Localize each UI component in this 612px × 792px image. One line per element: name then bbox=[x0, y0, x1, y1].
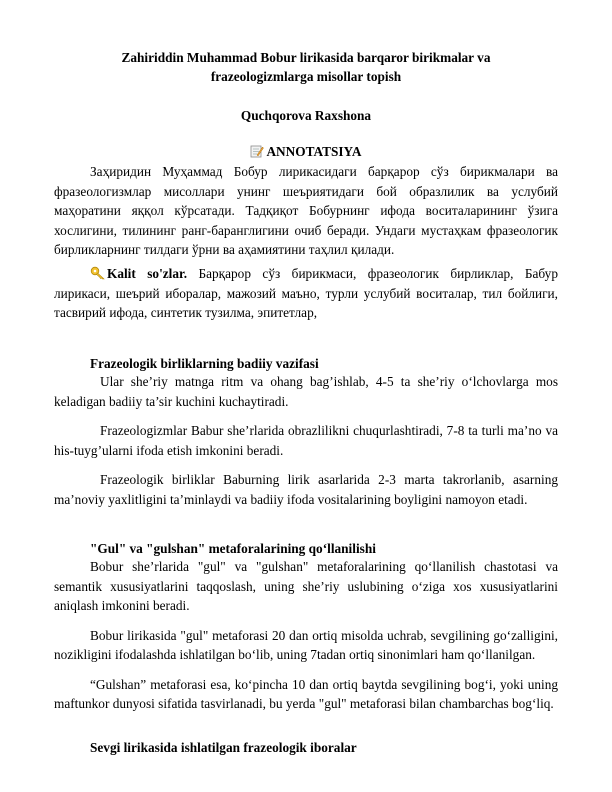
keywords-label: Kalit so'zlar. bbox=[107, 266, 188, 281]
key-icon bbox=[90, 266, 106, 280]
author-name: Quchqorova Raxshona bbox=[240, 108, 372, 123]
title-line-2: frazeologizmlarga misollar topish bbox=[210, 69, 402, 84]
section-2-paragraph-3: “Gulshan” metaforasi esa, ko‘pincha 10 dan ortiq baytda sevgilining bog‘i, yoki uning maftunkor dunyosi sifatida tasvirlanadi, bu yerda "gul" metaforasi bilan chambarchas bog‘liq. bbox=[54, 676, 558, 711]
section-2-paragraph-1: Bobur she’rlarida "gul" va "gulshan" metaforalarining qo‘llanilish chastotasi va semantik xususiyatlarini taqqoslash, uning she’riy uslubining o‘ziga xos xususiyatlarini aniqlash imkonini beradi. bbox=[54, 559, 558, 613]
annotation-heading bbox=[60, 144, 552, 160]
keywords-text: Барқарор сўз бирикмаси, фразеологик бирликлар, Бабур лирикаси, шеърий иборалар, мажозий маъно, турли услубий воситалар, тил бойлиги, тасвирий ифода, синтетик тузилма, эпитетлар, bbox=[54, 266, 558, 320]
annotation-heading-text: ANNOTATSIYA bbox=[266, 144, 362, 159]
section-1-paragraph-2: Frazeologizmlar Babur she’rlarida obrazlilikni chuqurlashtiradi, 7-8 ta turli ma’no va his-tuyg’ularni ifoda etish imkonini beradi. bbox=[54, 423, 558, 458]
section-heading-1: Frazeologik birliklarning badiiy vazifasi bbox=[90, 356, 319, 371]
paper-title bbox=[60, 48, 552, 86]
title-line-1: Zahiriddin Muhammad Bobur lirikasida barqaror birikmalar va bbox=[121, 50, 491, 65]
section-1-body bbox=[54, 372, 558, 509]
memo-icon bbox=[250, 144, 264, 158]
keywords-block bbox=[54, 264, 558, 323]
annotation-body bbox=[54, 162, 558, 260]
section-2-body bbox=[54, 557, 558, 714]
section-1-paragraph-1: Ular she’riy matnga ritm va ohang bag’ishlab, 4-5 ta she’riy o‘lchovlarga mos keladigan badiiy ta’sir kuchini kuchaytiradi. bbox=[54, 374, 558, 409]
section-1-paragraph-3: Frazeologik birliklar Baburning lirik asarlarida 2-3 marta takrorlanib, asarning ma’noviy yaxlitligini ta’minlaydi va badiiy ifoda vositalarining boyligini namoyon etadi. bbox=[54, 472, 558, 507]
section-heading-3: Sevgi lirikasida ishlatilgan frazeologik iboralar bbox=[90, 740, 357, 755]
section-heading-2: "Gul" va "gulshan" metaforalarining qo‘llanilishi bbox=[90, 541, 376, 556]
annotation-text: Заҳиридин Муҳаммад Бобур лирикасидаги барқарор сўз бирикмалари ва фразеологизмлар мисоллари унинг шеъриятидаги бой образлилик ва услубий маҳоратини яққол кўрсатади. Тадқиқот Бобурнинг ифода воситаларининг ўзига хослигини, тилининг ранг-баранглигини очиб беради. Ундаги мустаҳкам фразеологик бирликларнинг тилдаги ўрни ва аҳамиятини таҳлил қилади. bbox=[54, 164, 558, 257]
section-2-paragraph-2: Bobur lirikasida "gul" metaforasi 20 dan ortiq misolda uchrab, sevgilining go‘zalligini, nozikligini ifodalashda ishlatilgan bo‘lib, uning 7tadan ortiq sinonimlari ham qo‘llanilgan. bbox=[54, 627, 558, 662]
